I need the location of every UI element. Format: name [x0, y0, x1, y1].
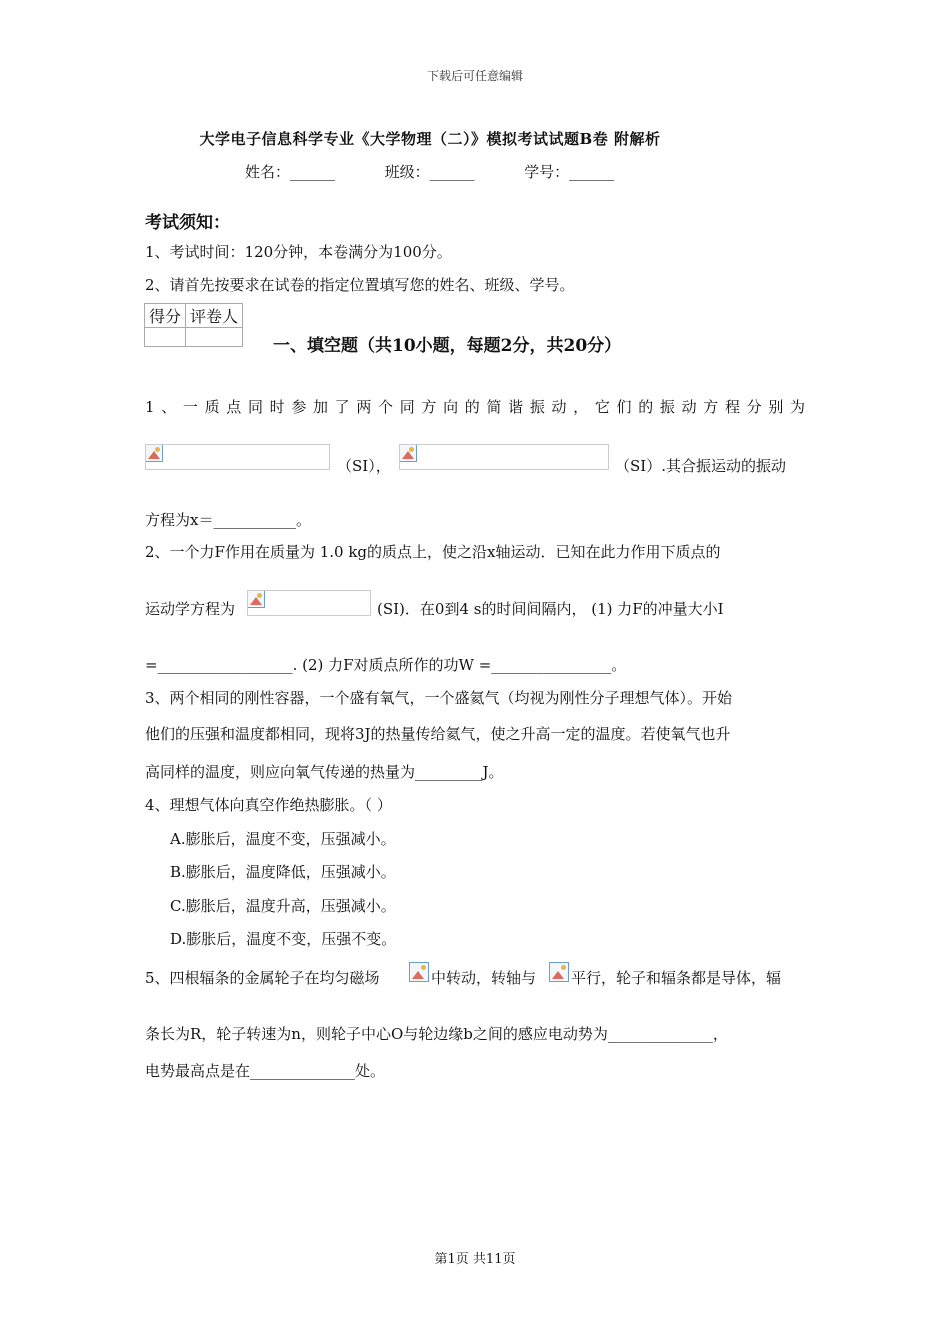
q2-line2-pre: 运动学方程为 [145, 600, 236, 618]
exam-title: 大学电子信息科学专业《大学物理（二）》模拟考试试题B卷 附解析 [199, 130, 661, 148]
score-table [144, 303, 243, 347]
q2-line1: 2、一个力F作用在质量为 1.0 kg的质点上，使之沿x轴运动．已知在此力作用下质点的 [145, 543, 721, 561]
grader-cell[interactable] [186, 328, 243, 347]
q1-line1: 1、一质点同时参加了两个同方向的简谐振动，它们的振动方程分别为 [145, 398, 805, 416]
equation-image [247, 590, 371, 616]
q5-part3: 平行，轮子和辐条都是导体，辐 [571, 969, 782, 987]
notice-item: 2、请首先按要求在试卷的指定位置填写您的姓名、班级、学号。 [145, 276, 575, 294]
student-info-row [245, 161, 614, 182]
header-note: 下载后可任意编辑 [426, 69, 523, 83]
broken-image-icon [409, 962, 429, 982]
q4-option-d: D.膨胀后，温度不变，压强不变。 [170, 930, 397, 948]
q3-line3: 高同样的温度，则应向氧气传递的热量为_________J。 [145, 763, 504, 781]
q1-line3: 方程为x＝___________。 [145, 511, 311, 529]
broken-image-icon [549, 962, 569, 982]
class-field[interactable]: ______ [429, 163, 475, 181]
score-header: 得分 [145, 304, 186, 328]
q2-line3: =__________________. (2) 力F对质点所作的功W =________________。 [145, 656, 627, 674]
si-label: （SI）.其合振运动的振动 [615, 457, 786, 475]
section-title: 一、填空题（共10小题，每题2分，共20分） [273, 336, 622, 356]
q2-line2-post: (SI)．在0到4 s的时间间隔内， (1) 力F的冲量大小I [377, 600, 724, 618]
q3-line2: 他们的压强和温度都相同，现将3J的热量传给氦气，使之升高一定的温度。若使氧气也升 [145, 725, 731, 743]
q5-line1 [145, 962, 805, 988]
q1-line2 [145, 444, 805, 475]
student-id-label: 学号： [524, 163, 570, 181]
q4-option-b: B.膨胀后，温度降低，压强减小。 [170, 863, 396, 881]
q5-line3: 电势最高点是在______________处。 [145, 1062, 386, 1080]
q4-option-c: C.膨胀后，温度升高，压强减小。 [170, 897, 396, 915]
name-field[interactable]: ______ [290, 163, 336, 181]
grader-header: 评卷人 [186, 304, 243, 328]
notice-title: 考试须知： [145, 213, 230, 233]
q5-part1: 5、四根辐条的金属轮子在均匀磁场 [145, 969, 380, 987]
page-footer: 第1页 共11页 [434, 1252, 516, 1267]
q5-line2: 条长为R，轮子转速为n，则轮子中心O与轮边缘b之间的感应电动势为______________， [145, 1025, 728, 1043]
q4-option-a: A.膨胀后，温度不变，压强减小。 [170, 830, 396, 848]
student-id-field[interactable]: ______ [569, 163, 615, 181]
name-label: 姓名： [245, 163, 291, 181]
equation-image [145, 444, 330, 470]
q3-line1: 3、两个相同的刚性容器，一个盛有氧气，一个盛氦气（均视为刚性分子理想气体）。开始 [145, 689, 733, 707]
class-label: 班级： [384, 163, 430, 181]
q4-stem: 4、理想气体向真空作绝热膨胀。（ ） [145, 796, 392, 814]
score-cell[interactable] [145, 328, 186, 347]
equation-image [399, 444, 609, 470]
si-label: （SI）， [337, 457, 391, 475]
q5-part2: 中转动，转轴与 [431, 969, 537, 987]
q2-line2 [145, 590, 805, 618]
notice-item: 1、考试时间：120分钟，本卷满分为100分。 [145, 243, 452, 261]
